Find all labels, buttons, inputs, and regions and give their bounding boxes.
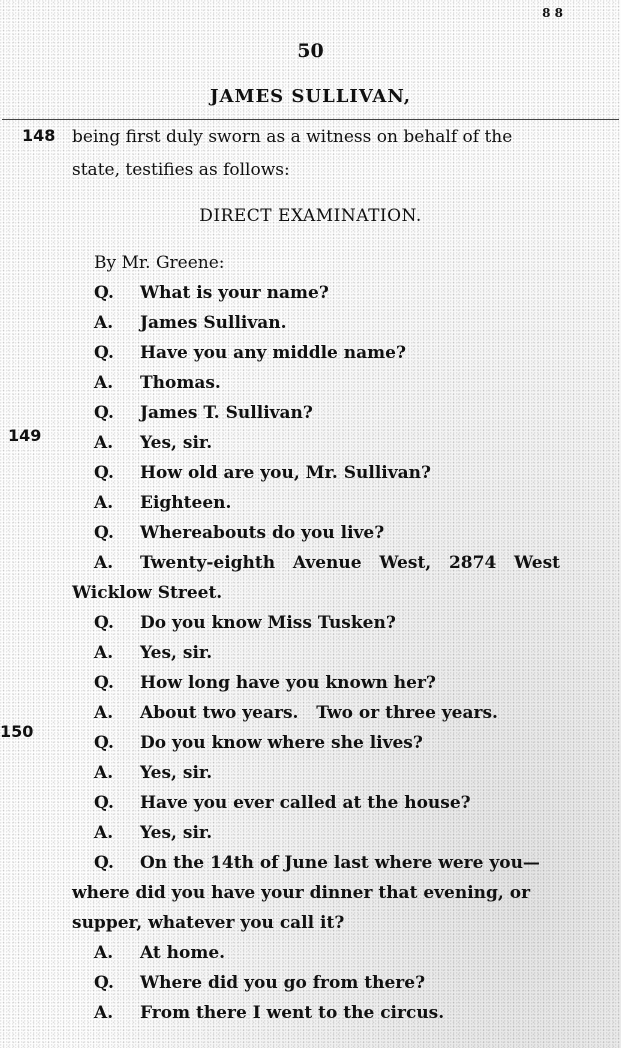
qa-mark: A. bbox=[94, 373, 114, 393]
examiner-line: By Mr. Greene: bbox=[94, 253, 225, 273]
qa-text: On the 14th of June last where were you— bbox=[140, 853, 540, 873]
qa-text: James T. Sullivan? bbox=[140, 403, 313, 423]
qa-text: Yes, sir. bbox=[140, 433, 213, 453]
qa-line bbox=[94, 373, 221, 393]
qa-text: How old are you, Mr. Sullivan? bbox=[140, 463, 431, 483]
qa-text: James Sullivan. bbox=[140, 313, 287, 333]
qa-line bbox=[94, 553, 560, 573]
qa-line bbox=[94, 673, 436, 693]
qa-mark: Q. bbox=[94, 973, 114, 993]
qa-text: What is your name? bbox=[140, 283, 329, 303]
qa-text: About two years. Two or three years. bbox=[140, 703, 498, 723]
qa-text: Do you know Miss Tusken? bbox=[140, 613, 396, 633]
qa-mark: Q. bbox=[94, 613, 114, 633]
qa-line bbox=[94, 313, 287, 333]
corner-mark: 8 8 bbox=[542, 6, 563, 20]
qa-text: At home. bbox=[140, 943, 226, 963]
qa-line bbox=[94, 283, 329, 303]
qa-line bbox=[94, 973, 425, 993]
header-rule bbox=[2, 119, 619, 120]
qa-mark: A. bbox=[94, 433, 114, 453]
qa-text: How long have you known her? bbox=[140, 673, 436, 693]
qa-line bbox=[94, 793, 471, 813]
continuation-wicklow: Wicklow Street. bbox=[72, 583, 223, 603]
qa-mark: A. bbox=[94, 493, 114, 513]
qa-text: Twenty-eighth Avenue West, 2874 West bbox=[140, 553, 560, 573]
qa-mark: Q. bbox=[94, 673, 114, 693]
qa-text: Yes, sir. bbox=[140, 643, 213, 663]
qa-text: Thomas. bbox=[140, 373, 221, 393]
qa-mark: Q. bbox=[94, 283, 114, 303]
qa-text: Yes, sir. bbox=[140, 763, 213, 783]
qa-mark: A. bbox=[94, 313, 114, 333]
section-heading: DIRECT EXAMINATION. bbox=[199, 206, 422, 226]
qa-line bbox=[94, 703, 498, 723]
qa-mark: A. bbox=[94, 643, 114, 663]
qa-line bbox=[94, 823, 212, 843]
qa-mark: A. bbox=[94, 703, 114, 723]
qa-text: From there I went to the circus. bbox=[140, 1003, 445, 1023]
qa-line bbox=[94, 403, 313, 423]
qa-line bbox=[94, 433, 212, 453]
qa-line bbox=[94, 643, 212, 663]
qa-mark: A. bbox=[94, 1003, 114, 1023]
qa-mark: A. bbox=[94, 943, 114, 963]
qa-mark: A. bbox=[94, 763, 114, 783]
qa-line bbox=[94, 523, 384, 543]
qa-line bbox=[94, 1003, 444, 1023]
qa-mark: Q. bbox=[94, 793, 114, 813]
page-number: 50 bbox=[297, 40, 324, 62]
continuation-supper-1: where did you have your dinner that evening, or bbox=[72, 883, 531, 903]
margin-number-150: 150 bbox=[0, 722, 34, 741]
qa-text: Yes, sir. bbox=[140, 823, 213, 843]
qa-text: Eighteen. bbox=[140, 493, 232, 513]
qa-mark: Q. bbox=[94, 463, 114, 483]
qa-text: Whereabouts do you live? bbox=[140, 523, 385, 543]
qa-mark: A. bbox=[94, 823, 114, 843]
qa-mark: Q. bbox=[94, 853, 114, 873]
qa-line bbox=[94, 853, 540, 873]
qa-mark: Q. bbox=[94, 523, 114, 543]
qa-text: Where did you go from there? bbox=[140, 973, 426, 993]
qa-line bbox=[94, 943, 225, 963]
qa-text: Have you ever called at the house? bbox=[140, 793, 471, 813]
qa-line bbox=[94, 763, 212, 783]
qa-mark: A. bbox=[94, 553, 114, 573]
qa-mark: Q. bbox=[94, 733, 114, 753]
qa-mark: Q. bbox=[94, 403, 114, 423]
qa-line bbox=[94, 343, 406, 363]
qa-line bbox=[94, 613, 396, 633]
margin-number-148: 148 bbox=[22, 126, 56, 145]
qa-line bbox=[94, 463, 431, 483]
qa-mark: Q. bbox=[94, 343, 114, 363]
qa-text: Do you know where she lives? bbox=[140, 733, 423, 753]
intro-line-2: state, testifies as follows: bbox=[72, 160, 290, 180]
qa-line bbox=[94, 493, 231, 513]
qa-line bbox=[94, 733, 423, 753]
intro-line-1: being first duly sworn as a witness on behalf of the bbox=[72, 127, 513, 147]
qa-text: Have you any middle name? bbox=[140, 343, 406, 363]
margin-number-149: 149 bbox=[8, 426, 42, 445]
continuation-supper-2: supper, whatever you call it? bbox=[72, 913, 345, 933]
witness-name: JAMES SULLIVAN, bbox=[210, 86, 411, 107]
